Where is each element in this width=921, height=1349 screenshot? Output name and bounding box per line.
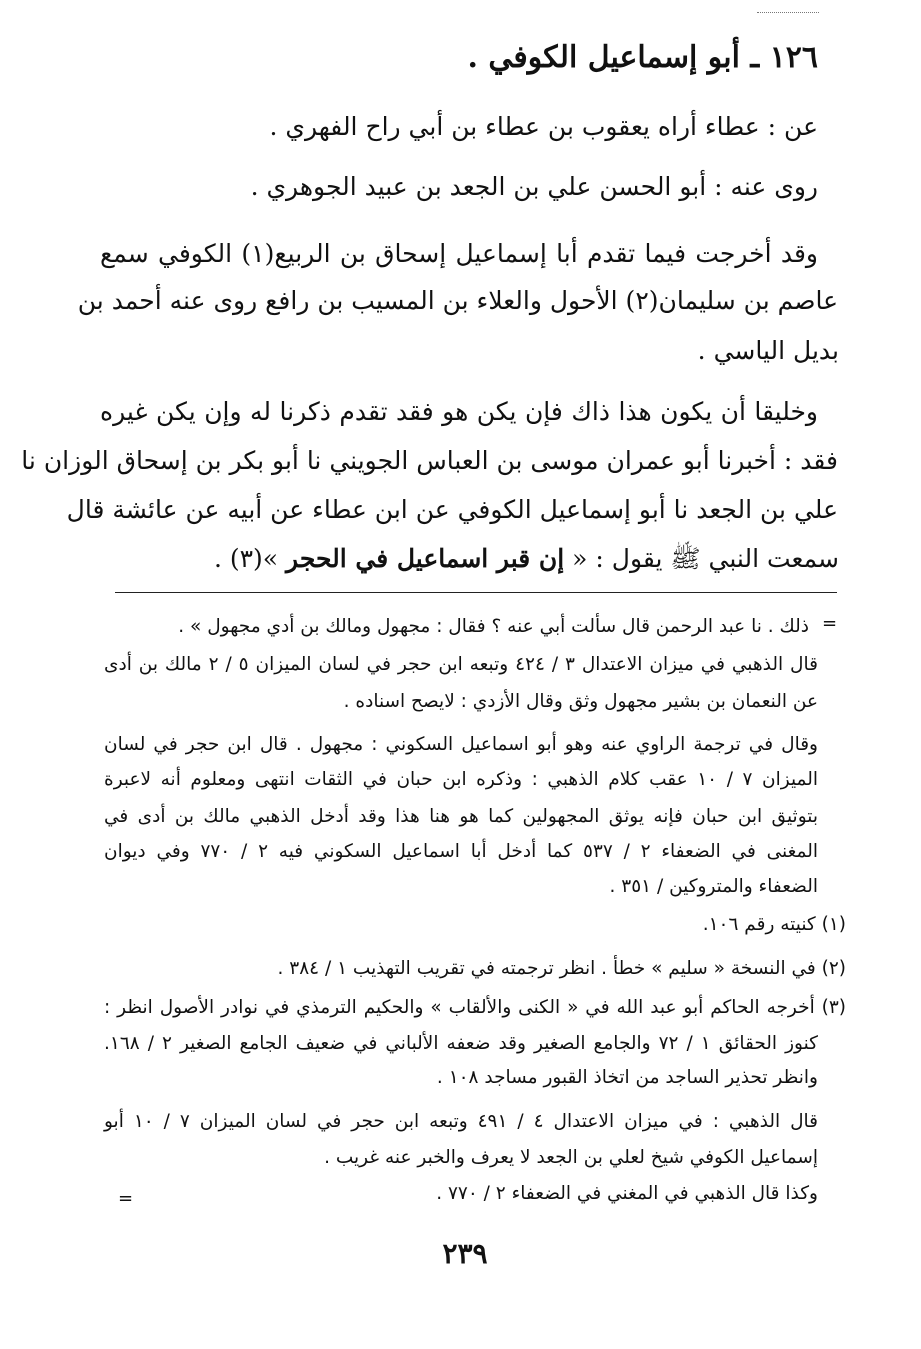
narrates-from: عن : عطاء أراه يعقوب بن عطاء بن أبي راح الفهري . <box>269 112 818 141</box>
footnote-3b-line-1: قال الذهبي : في ميزان الاعتدال ٤ / ٤٩١ وتبعه ابن حجر في لسان الميزان ٧ / ١٠ أبو <box>104 1111 819 1132</box>
footnote-1: (١) كنيته رقم ١٠٦. <box>702 914 846 935</box>
footnote-cont2-line-1: قال الذهبي في ميزان الاعتدال ٣ / ٤٢٤ وتبعه ابن حجر في لسان الميزان ٥ / ٢ مالك بن أدى <box>104 654 818 675</box>
paragraph-2-line-4 <box>214 543 839 580</box>
footnote-cont3-line-4: المغنى في الضعفاء ٢ / ٥٣٧ كما أدخل أبا اسماعيل السكوني فيه ٢ / ٧٧٠ وفي ديوان <box>104 841 818 862</box>
footnote-3b-line-3: وكذا قال الذهبي في المغني في الضعفاء ٢ / ٧٧٠ . <box>436 1183 818 1204</box>
footnote-cont-line-1: ذلك . نا عبد الرحمن قال سألت أبي عنه ؟ فقال : مجهول ومالك بن أدي مجهول » . <box>178 616 809 637</box>
hadith-ref: »(٣) . <box>213 544 287 573</box>
footnote-cont3-line-2: الميزان ٧ / ١٠ عقب كلام الذهبي : وذكره ابن حبان في الثقات انتهى ومعلوم أنه لاعبرة <box>104 769 818 790</box>
paragraph-1-line-2: عاصم بن سليمان(٢) الأحول والعلاء بن المسيب بن رافع روى عنه أحمد بن <box>77 286 838 315</box>
paragraph-2-line-2: فقد : أخبرنا أبو عمران موسى بن العباس الجويني نا أبو بكر بن إسحاق الوزان نا <box>21 446 838 475</box>
footnote-separator <box>115 592 837 593</box>
footnote-2: (٢) في النسخة « سليم » خطأ . انظر ترجمته في تقريب التهذيب ١ / ٣٨٤ . <box>277 958 846 979</box>
footnote-3-line-2: كنوز الحقائق ١ / ٧٢ والجامع الصغير وقد ضعفه الألباني في ضعيف الجامع الصغير ٢ / ١٦٨. <box>104 1033 818 1054</box>
narrated-by: روى عنه : أبو الحسن علي بن الجعد بن عبيد الجوهري . <box>250 172 818 201</box>
scan-mark <box>757 12 819 13</box>
continuation-marker-bottom: = <box>118 1188 134 1209</box>
paragraph-1-line-1: وقد أخرجت فيما تقدم أبا إسماعيل إسحاق بن الربيع(١) الكوفي سمع <box>100 239 818 268</box>
footnote-cont2-line-2: عن النعمان بن بشير مجهول وثق وقال الأزدي : لايصح اسناده . <box>343 691 818 712</box>
footnote-cont3-line-1: وقال في ترجمة الراوي عنه وهو أبو اسماعيل السكوني : مجهول . قال ابن حجر في لسان <box>104 734 818 755</box>
page-number: ٢٣٩ <box>442 1237 488 1270</box>
paragraph-2-line-1: وخليقا أن يكون هذا ذاك فإن يكن هو فقد تقدم ذكرنا له وإن يكن غيره <box>100 397 818 426</box>
hadith-intro: سمعت النبي ﷺ يقول : « <box>564 544 839 573</box>
footnote-cont3-line-5: الضعفاء والمتروكين / ٣٥١ . <box>609 876 818 897</box>
paragraph-2-line-3: علي بن الجعد نا أبو إسماعيل الكوفي عن ابن عطاء عن أبيه عن عائشة قال <box>66 495 838 524</box>
continuation-marker-top: = <box>822 613 838 634</box>
paragraph-1-line-3: بديل الياسي . <box>697 336 839 365</box>
footnote-3-line-1: (٣) أخرجه الحاكم أبو عبد الله في « الكنى والألقاب » والحكيم الترمذي في نوادر الأصول انظر : <box>104 997 846 1018</box>
entry-title: ١٢٦ ـ أبو إسماعيل الكوفي . <box>467 40 818 75</box>
footnote-cont3-line-3: بتوثيق ابن حبان فإنه يوثق المجهولين كما هو هنا هذا وقد أدخل الذهبي مالك بن أدى في <box>104 806 818 827</box>
footnote-3b-line-2: إسماعيل الكوفي شيخ لعلي بن الجعد لا يعرف والخبر عنه غريب . <box>324 1147 818 1168</box>
footnote-3-line-3: وانظر تحذير الساجد من اتخاذ القبور مساجد ١٠٨ . <box>436 1067 818 1088</box>
hadith-text: إن قبر اسماعيل في الحجر <box>286 544 565 573</box>
